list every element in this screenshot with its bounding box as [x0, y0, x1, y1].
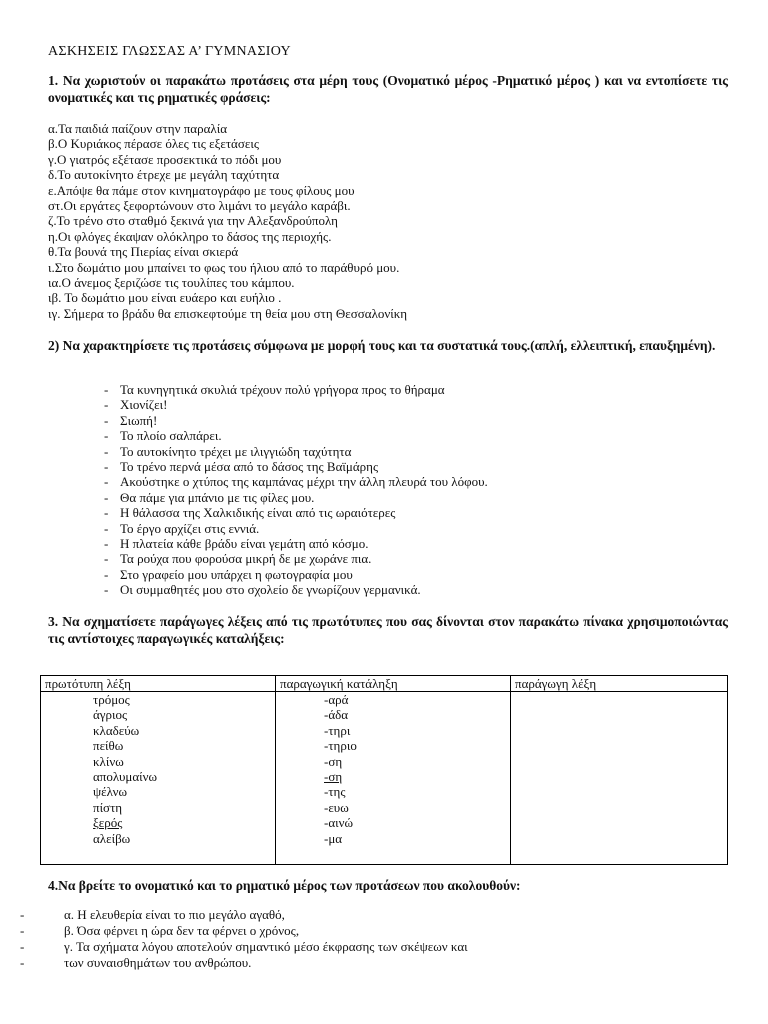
- list-item: κλαδεύω: [93, 722, 140, 738]
- list-item: -της: [324, 784, 346, 800]
- list-item: ψέλνω: [93, 784, 128, 800]
- exercise-2-sentences: [104, 382, 488, 598]
- page-title: ΑΣΚΗΣΕΙΣ ΓΛΩΣΣΑΣ Α’ ΓΥΜΝΑΣΙΟΥ: [48, 44, 291, 59]
- list-item: - Στο γραφείο μου υπάρχει η φωτογραφία μου: [104, 567, 488, 582]
- list-item: ιβ. Το δωμάτιο μου είναι ευάερο και ευήλιο .: [48, 290, 282, 306]
- list-item: θ.Τα βουνά της Πιερίας είναι σκιερά: [48, 244, 239, 260]
- list-item: -ευω: [324, 799, 349, 815]
- list-item: τρόμος: [93, 692, 130, 707]
- list-item: - Το αυτοκίνητο τρέχει με ιλιγγιώδη ταχύτητα: [104, 444, 488, 459]
- list-item: - Το πλοίο σαλπάρει.: [104, 428, 488, 443]
- suffixes-list: [280, 692, 506, 846]
- column-header: πρωτότυπη λέξη: [41, 676, 276, 692]
- list-item: [280, 769, 506, 784]
- list-item-text: των συναισθημάτων του ανθρώπου.: [64, 955, 252, 970]
- list-item: άγριος: [93, 707, 128, 723]
- list-item-text: β. Όσα φέρνει η ώρα δεν τα φέρνει ο χρόνος,: [64, 923, 300, 938]
- table-row: [41, 692, 728, 865]
- derived-word-cell[interactable]: [511, 692, 728, 865]
- list-item: γ.Ο γιατρός εξέτασε προσεκτικά το πόδι μου: [48, 151, 282, 167]
- list-item: - Η πλατεία κάθε βράδυ είναι γεμάτη από κόσμο.: [104, 536, 488, 551]
- list-item: απολυμαίνω: [93, 769, 158, 785]
- suffixes-cell: [276, 692, 511, 865]
- list-item: - Τα ρούχα που φορούσα μικρή δε με χωράνε πια.: [104, 551, 488, 566]
- list-item: δ.Το αυτοκίνητο έτρεχε με μεγάλη ταχύτητα: [48, 167, 280, 183]
- list-item: [45, 815, 271, 830]
- list-item: -τηριο: [324, 738, 357, 754]
- original-words-list: [45, 692, 271, 846]
- underlined-suffix: -ση: [324, 769, 343, 785]
- list-item: -αρά: [324, 692, 349, 707]
- underlined-word: ξερός: [93, 815, 123, 831]
- list-item: - β. Όσα φέρνει η ώρα δεν τα φέρνει ο χρόνος,: [20, 923, 300, 938]
- list-item: - γ. Τα σχήματα λόγου αποτελούν σημαντικό μέσο έκφρασης των σκέψεων και: [20, 939, 468, 954]
- list-item: - Το έργο αρχίζει στις εννιά.: [104, 521, 488, 536]
- list-item: β.Ο Κυριάκος πέρασε όλες τις εξετάσεις: [48, 136, 259, 152]
- exercise-1-heading: 1. Να χωριστούν οι παρακάτω προτάσεις στα μέρη τους (Ονοματικό μέρος -Ρηματικό μέρος ) και να εντοπίσετε τις ονοματικές και τις ρηματικές φράσεις:: [48, 73, 728, 105]
- list-item: -τηρι: [324, 722, 351, 738]
- list-item: ζ.Το τρένο στο σταθμό ξεκινά για την Αλεξανδρούπολη: [48, 213, 338, 229]
- list-item-text: α. Η ελευθερία είναι το πιο μεγάλο αγαθό,: [64, 907, 285, 922]
- list-item: κλίνω: [93, 753, 124, 769]
- exercise-3-heading: 3. Να σχηματίσετε παράγωγες λέξεις από τις πρωτότυπες που σας δίνονται στον παρακάτω πίνακα χρησιμοποιώντας τις αντίστοιχες παραγωγικές καταλήξεις:: [48, 614, 728, 646]
- list-item: - Σιωπή!: [104, 413, 488, 428]
- list-item: ε.Απόψε θα πάμε στον κινηματογράφο με τους φίλους μου: [48, 182, 355, 198]
- exercise-4-heading: 4.Να βρείτε το ονοματικό και το ρηματικό μέρος των προτάσεων που ακολουθούν:: [48, 878, 521, 893]
- derivation-table: [40, 675, 728, 865]
- list-item: - Χιονίζει!: [104, 397, 488, 412]
- exercise-4-sentences: [20, 907, 468, 971]
- column-header: παραγωγική κατάληξη: [276, 676, 511, 692]
- exercise-1-sentences: [48, 121, 407, 321]
- list-item: - των συναισθημάτων του ανθρώπου.: [20, 955, 252, 970]
- list-item: ια.Ο άνεμος ξεριζώσε τις τουλίπες του κάμπου.: [48, 275, 295, 291]
- list-item: αλείβω: [93, 830, 131, 846]
- list-item: -μα: [324, 830, 343, 846]
- list-item: ι.Στο δωμάτιο μου μπαίνει το φως του ήλιου από το παράθυρό μου.: [48, 259, 400, 275]
- list-item: η.Οι φλόγες έκαψαν ολόκληρο το δάσος της περιοχής.: [48, 228, 332, 244]
- list-item: -άδα: [324, 707, 349, 723]
- list-item: στ.Οι εργάτες ξεφορτώνουν στο λιμάνι το μεγάλο καράβι.: [48, 198, 351, 214]
- table-header-row: [41, 676, 728, 692]
- list-item: ιγ. Σήμερα το βράδυ θα επισκεφτούμε τη θεία μου στη Θεσσαλονίκη: [48, 305, 408, 321]
- original-words-cell: [41, 692, 276, 865]
- column-header: παράγωγη λέξη: [511, 676, 728, 692]
- list-item: πείθω: [93, 738, 124, 754]
- list-item: - Ακούστηκε ο χτύπος της καμπάνας μέχρι την άλλη πλευρά του λόφου.: [104, 474, 488, 489]
- list-item: α.Τα παιδιά παίζουν στην παραλία: [48, 121, 228, 136]
- list-item: -αινώ: [324, 815, 354, 831]
- list-item: - Το τρένο περνά μέσα από το δάσος της Βαϊμάρης: [104, 459, 488, 474]
- list-item: - Θα πάμε για μπάνιο με τις φίλες μου.: [104, 490, 488, 505]
- list-item: πίστη: [93, 799, 123, 815]
- list-item: - Τα κυνηγητικά σκυλιά τρέχουν πολύ γρήγορα προς το θήραμα: [104, 382, 488, 397]
- list-item: - Οι συμμαθητές μου στο σχολείο δε γνωρίζουν γερμανικά.: [104, 582, 488, 597]
- list-item: - α. Η ελευθερία είναι το πιο μεγάλο αγαθό,: [20, 907, 285, 922]
- exercise-2-heading: 2) Να χαρακτηρίσετε τις προτάσεις σύμφωνα με μορφή τους και τα συστατικά τους.(απλή, ελλειπτική, επαυξημένη).: [48, 338, 716, 353]
- list-item-text: γ. Τα σχήματα λόγου αποτελούν σημαντικό μέσο έκφρασης των σκέψεων και: [64, 939, 468, 954]
- list-item: - Η θάλασσα της Χαλκιδικής είναι από τις ωραιότερες: [104, 505, 488, 520]
- list-item: -ση: [324, 753, 343, 769]
